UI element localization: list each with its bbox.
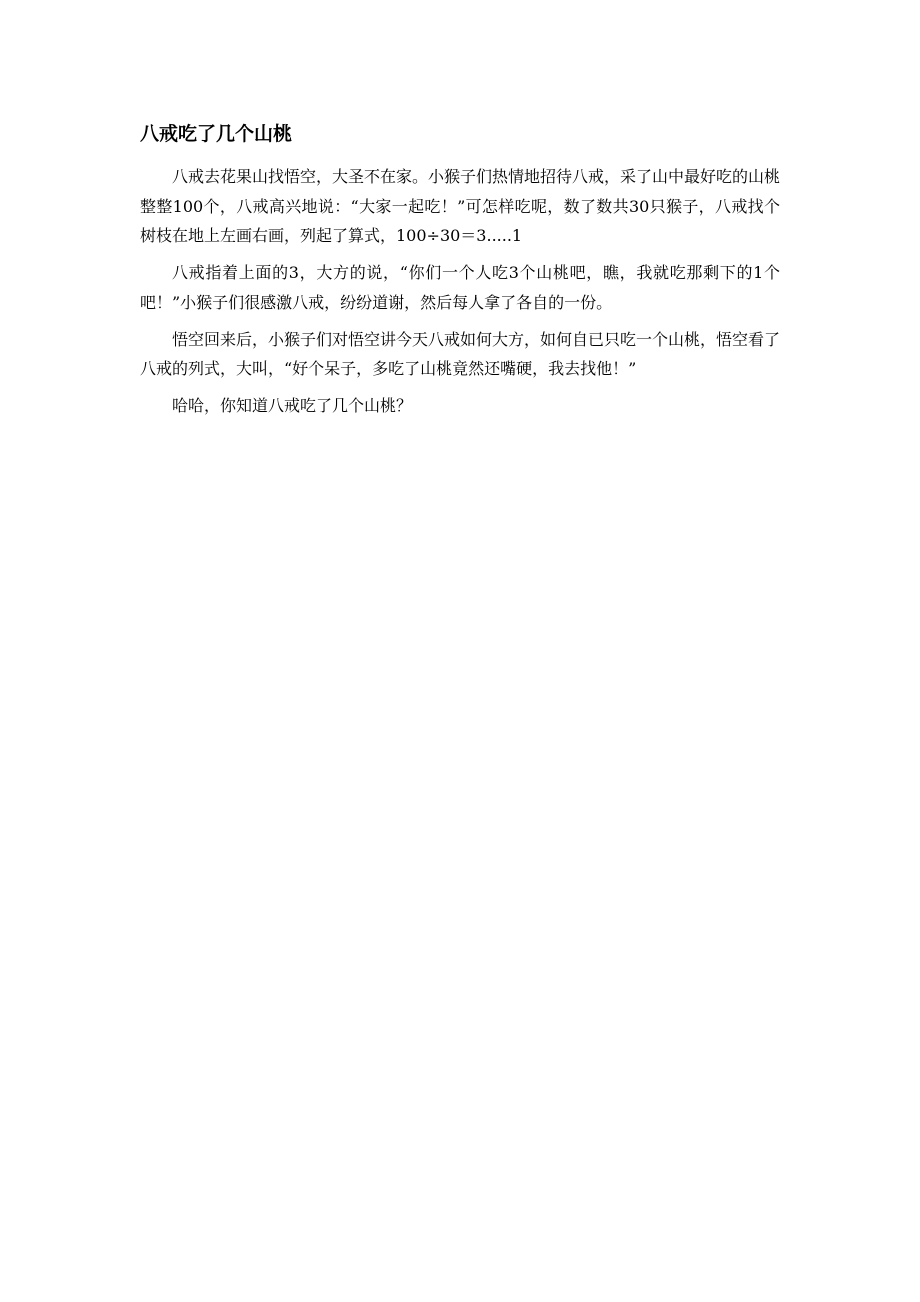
- paragraph-4: 哈哈，你知道八戒吃了几个山桃？: [172, 395, 413, 415]
- document-page: [140, 120, 780, 428]
- paragraph-2: 八戒指着上面的3，大方的说，“你们一个人吃3个山桃吧，瞧，我就吃那剩下的1个吧！”小猴子们很感激八戒，纷纷道谢，然后每人拿了各自的一份。: [140, 263, 780, 312]
- document-title: 八戒吃了几个山桃: [140, 123, 293, 145]
- paragraph-3: 悟空回来后，小猴子们对悟空讲今天八戒如何大方，如何自已只吃一个山桃，悟空看了八戒的列式，大叫，“好个呆子，多吃了山桃竟然还嘴硬，我去找他！”: [140, 329, 781, 379]
- paragraph-1: 八戒去花果山找悟空，大圣不在家。小猴子们热情地招待八戒，采了山中最好吃的山桃整整100个，八戒高兴地说：“大家一起吃！”可怎样吃呢，数了数共30只猴子，八戒找个树枝在地上左画右画，列起了算式，100÷30＝3.....1: [140, 167, 781, 246]
